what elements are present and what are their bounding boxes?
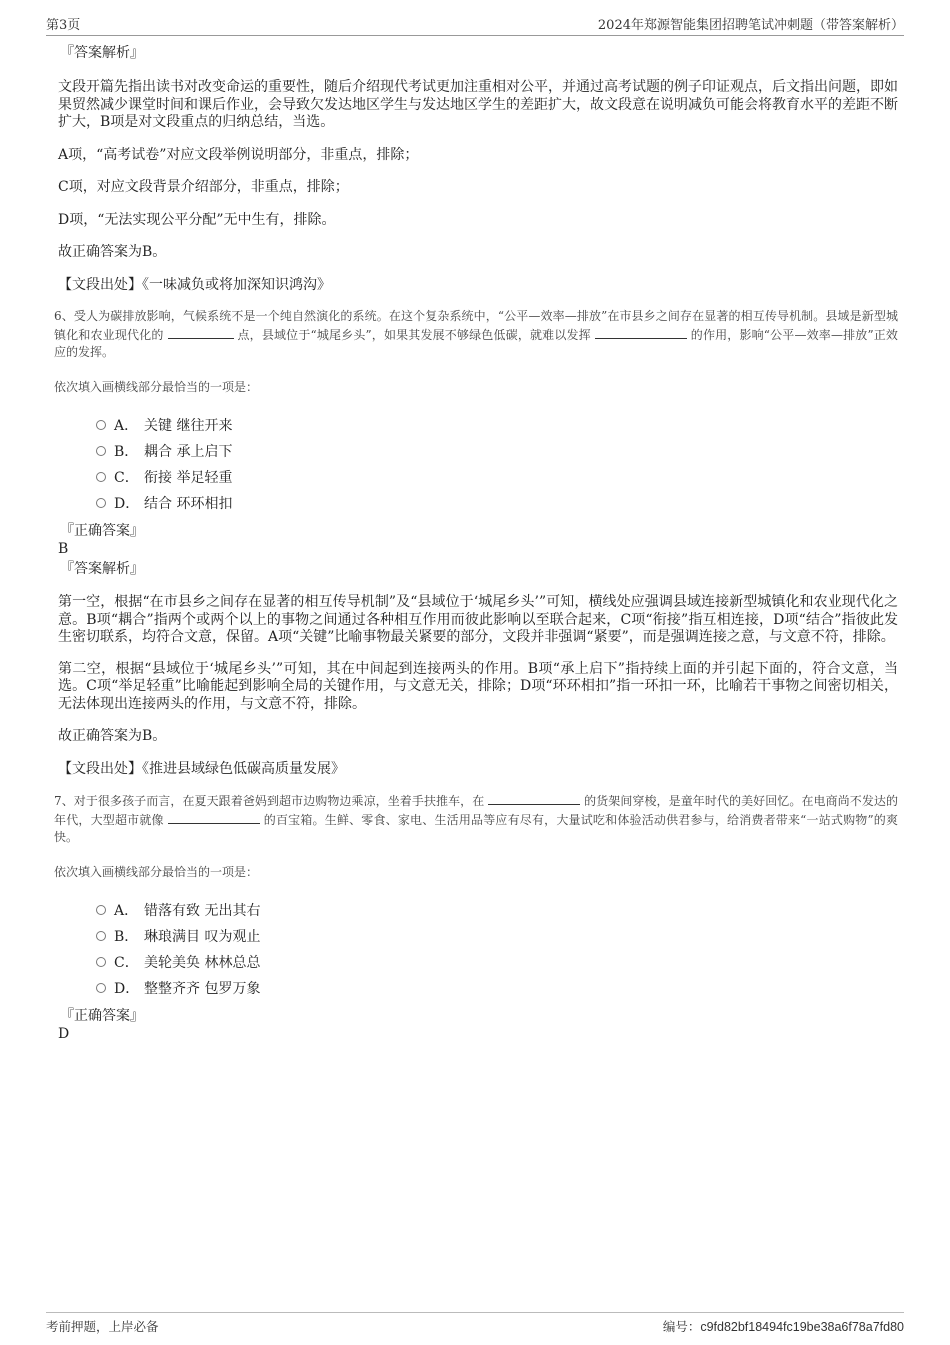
q5-option-a-note: A项，“高考试卷”对应文段举例说明部分，非重点，排除； bbox=[58, 146, 419, 163]
q6-options bbox=[96, 412, 898, 516]
radio-icon[interactable] bbox=[96, 446, 106, 456]
footer-slogan: 考前押题，上岸必备 bbox=[46, 1319, 159, 1334]
q6-blank-1 bbox=[168, 326, 234, 339]
page-number: 第3页 bbox=[46, 17, 81, 33]
radio-icon[interactable] bbox=[96, 420, 106, 430]
q6-stem: 6、受人为碳排放影响，气候系统不是一个纯自然演化的系统。在这个复杂系统中，“公平—效率—排放”在市县乡之间存在显著的相互传导机制。县域是新型城镇化和农业现代化的 点，县域位于“城尾乡头”，如果其发展不够绿色低碳，就难以发挥 的作用，影响“公平—效率—排放”正效应的发挥。 bbox=[54, 309, 898, 359]
q7-blank-2 bbox=[168, 811, 260, 824]
radio-icon[interactable] bbox=[96, 931, 106, 941]
radio-icon[interactable] bbox=[96, 983, 106, 993]
q6-analysis-label: 『答案解析』 bbox=[60, 561, 144, 577]
document-code: 编号：c9fd82bf18494fc19be38a6f78a7fd80 bbox=[662, 1319, 904, 1334]
q7-option-d[interactable]: D． 整整齐齐 包罗万象 bbox=[96, 975, 898, 1001]
q6-source: 【文段出处】《推进县域绿色低碳高质量发展》 bbox=[58, 760, 345, 777]
q7-option-a[interactable]: A． 错落有致 无出其右 bbox=[96, 897, 898, 923]
q7-option-c[interactable]: C． 美轮美奂 林林总总 bbox=[96, 949, 898, 975]
q7-answer: D bbox=[58, 1026, 70, 1042]
q6-prompt: 依次填入画横线部分最恰当的一项是： bbox=[54, 379, 259, 394]
q6-answer: B bbox=[58, 541, 69, 557]
radio-icon[interactable] bbox=[96, 472, 106, 482]
q7-blank-1 bbox=[488, 792, 580, 805]
q6-analysis-para-1: 第一空，根据“在市县乡之间存在显著的相互传导机制”及“县域位于‘城尾乡头’”可知，横线处应强调县域连接新型城镇化和农业现代化之意。B项“耦合”指两个或两个以上的事物之间通过各种相互作用而彼此影响以至联合起来，C项“衔接”指互相连接，D项“结合”指彼此发生密切联系，均符合文意，保留。A项“关键”比喻事物最关紧要的部分，文段并非强调“紧要”，而是强调连接之意，与文意不符，排除。 bbox=[58, 594, 898, 645]
radio-icon[interactable] bbox=[96, 905, 106, 915]
q7-prompt: 依次填入画横线部分最恰当的一项是： bbox=[54, 864, 259, 879]
radio-icon[interactable] bbox=[96, 498, 106, 508]
q6-option-b[interactable]: B． 耦合 承上启下 bbox=[96, 438, 898, 464]
q6-option-d[interactable]: D． 结合 环环相扣 bbox=[96, 490, 898, 516]
document-title: 2024年郑源智能集团招聘笔试冲刺题（带答案解析） bbox=[597, 17, 904, 33]
q6-blank-2 bbox=[595, 326, 687, 339]
page-header bbox=[46, 14, 904, 36]
q5-analysis-label: 『答案解析』 bbox=[60, 45, 144, 61]
q6-answer-label: 『正确答案』 bbox=[60, 523, 144, 539]
q5-option-d-note: D项，“无法实现公平分配”无中生有，排除。 bbox=[58, 211, 336, 228]
q7-options bbox=[96, 897, 898, 1001]
q5-analysis-para: 文段开篇先指出读书对改变命运的重要性，随后介绍现代考试更加注重相对公平，并通过高考试题的例子印证观点，后文指出问题，即如果贸然减少课堂时间和课后作业，会导致欠发达地区学生与发达地区学生的差距扩大，故文段意在说明减负可能会将教育水平的差距不断扩大，B项是对文段重点的归纳总结，当选。 bbox=[58, 79, 898, 130]
q5-conclusion: 故正确答案为B。 bbox=[58, 244, 167, 260]
page-content bbox=[54, 44, 898, 1043]
q5-option-c-note: C项，对应文段背景介绍部分，非重点，排除； bbox=[58, 179, 349, 195]
q7-answer-label: 『正确答案』 bbox=[60, 1008, 144, 1024]
q7-option-b[interactable]: B． 琳琅满目 叹为观止 bbox=[96, 923, 898, 949]
page-footer bbox=[46, 1312, 904, 1335]
q6-option-a[interactable]: A． 关键 继往开来 bbox=[96, 412, 898, 438]
q6-option-c[interactable]: C． 衔接 举足轻重 bbox=[96, 464, 898, 490]
q6-analysis-para-2: 第二空，根据“县域位于‘城尾乡头’”可知，其在中间起到连接两头的作用。B项“承上启下”指持续上面的并引起下面的，符合文意，当选。C项“举足轻重”比喻能起到影响全局的关键作用，与文意无关，排除；D项“环环相扣”指一环扣一环，比喻若干事物之间密切相关，无法体现出连接两头的作用，与文意不符，排除。 bbox=[58, 660, 898, 712]
radio-icon[interactable] bbox=[96, 957, 106, 967]
q7-stem: 7、对于很多孩子而言，在夏天跟着爸妈到超市边购物边乘凉，坐着手扶推车，在 的货架间穿梭，是童年时代的美好回忆。在电商尚不发达的年代，大型超市就像 的百宝箱。生鲜、零食、家电、生活用品等应有尽有，大量试吃和体验活动供君参与，给消费者带来“一站式购物”的爽快。 bbox=[54, 794, 898, 844]
q5-source: 【文段出处】《一味减负或将加深知识鸿沟》 bbox=[58, 276, 331, 293]
q6-conclusion: 故正确答案为B。 bbox=[58, 728, 167, 744]
